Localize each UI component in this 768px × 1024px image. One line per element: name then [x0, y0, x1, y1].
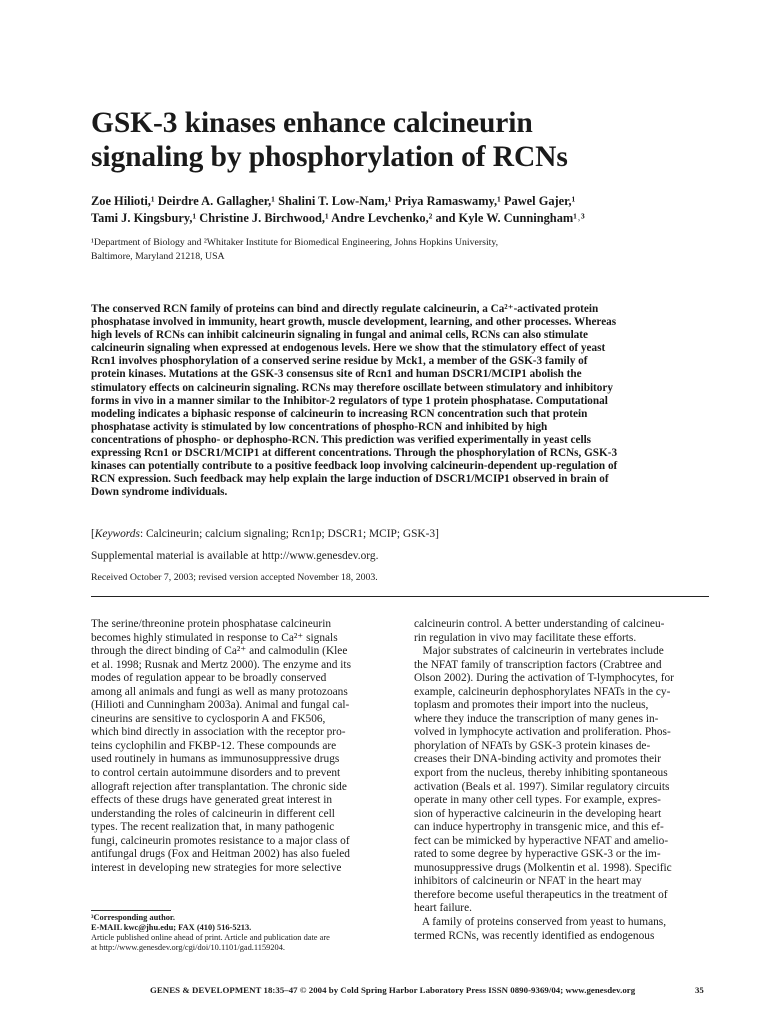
article-note-line: at http://www.genesdev.org/cgi/doi/10.1101/gad.1159204.	[91, 943, 285, 952]
body-line: among all animals and fungi as well as many protozoans	[91, 685, 348, 698]
body-line: Major substrates of calcineurin in vertebrates include	[414, 645, 664, 658]
keywords-label: Keywords	[94, 528, 140, 540]
journal-footer: GENES & DEVELOPMENT 18:35–47 © 2004 by Cold Spring Harbor Laboratory Press ISSN 0890-9369/04; www.genesdev.org	[150, 985, 636, 995]
body-line: antifungal drugs (Fox and Heitman 2002) has also fueled	[91, 848, 350, 861]
body-line: toplasm and promotes their import into the nucleus,	[414, 699, 649, 712]
abstract-line: modeling indicates a biphasic response of calcineurin to increasing RCN concentration such that protein	[91, 407, 588, 420]
body-line: cineurins are sensitive to cyclosporin A and FK506,	[91, 712, 326, 725]
corresponding-author-note: ³Corresponding author.	[91, 913, 175, 922]
body-line: interest in developing new strategies for more selective	[91, 861, 342, 874]
keywords-text: : Calcineurin; calcium signaling; Rcn1p; DSCR1; MCIP; GSK-3]	[139, 528, 439, 540]
body-line: heart failure.	[414, 902, 472, 915]
abstract-line: high levels of RCNs can inhibit calcineurin signaling in fungal and animal cells, RCNs can also stimulate	[91, 329, 588, 342]
body-line: fungi, calcineurin promotes resistance to a major class of	[91, 834, 350, 847]
section-divider	[91, 596, 709, 597]
body-line: termed RCNs, was recently identified as endogenous	[414, 929, 655, 942]
body-line: understanding the roles of calcineurin in different cell	[91, 807, 335, 820]
body-line: modes of regulation appear to be broadly conserved	[91, 672, 327, 685]
body-line: through the direct binding of Ca²⁺ and calmodulin (Klee	[91, 645, 348, 658]
body-line: phorylation of NFATs by GSK-3 protein kinases de-	[414, 739, 651, 752]
body-line: Olson 2002). During the activation of T-lymphocytes, for	[414, 672, 674, 685]
body-column-left	[91, 618, 388, 875]
body-line: operate in many other cell types. For example, expres-	[414, 794, 661, 807]
body-line: therefore become useful therapeutics in the treatment of	[414, 888, 668, 901]
body-line: used routinely in humans as immunosuppressive drugs	[91, 753, 340, 766]
body-line: creases their DNA-binding activity and promotes their	[414, 753, 661, 766]
author-line: Tami J. Kingsbury,¹ Christine J. Birchwood,¹ Andre Levchenko,² and Kyle W. Cunningham¹˒³	[91, 211, 585, 225]
body-column-right	[414, 618, 710, 943]
abstract-line: calcineurin signaling when expressed at endogenous levels. Here we show that the stimulatory effect of yeast	[91, 342, 606, 355]
affiliation-line: ¹Department of Biology and ²Whitaker Institute for Biomedical Engineering, Johns Hopkins University,	[91, 237, 499, 248]
body-line: to control certain autoimmune disorders and to prevent	[91, 767, 341, 780]
footnote-divider	[91, 910, 171, 911]
body-line: which bind directly in association with the receptor pro-	[91, 726, 346, 739]
supplemental-note: Supplemental material is available at http://www.genesdev.org.	[91, 550, 379, 562]
footnote	[91, 913, 391, 953]
body-line: fect can be mimicked by hyperactive NFAT and amelio-	[414, 834, 669, 847]
body-line: munosuppressive drugs (Molkentin et al. 1998). Specific	[414, 861, 672, 874]
body-line: where they induce the transcription of many genes in-	[414, 712, 659, 725]
body-line: allograft rejection after transplantation. The chronic side	[91, 780, 347, 793]
body-line: The serine/threonine protein phosphatase calcineurin	[91, 618, 332, 630]
affiliation-line: Baltimore, Maryland 21218, USA	[91, 251, 225, 262]
received-dates: Received October 7, 2003; revised version accepted November 18, 2003.	[91, 572, 378, 583]
body-line: rin regulation in vivo may facilitate these efforts.	[414, 631, 637, 644]
body-line: calcineurin control. A better understanding of calcineu-	[414, 618, 665, 630]
affiliations	[91, 236, 731, 264]
body-line: et al. 1998; Rusnak and Mertz 2000). The enzyme and its	[91, 658, 352, 671]
page-number: 35	[695, 985, 704, 995]
body-line: can induce hypertrophy in transgenic mice, and this ef-	[414, 821, 664, 834]
abstract-line: stimulatory effects on calcineurin signaling. RCNs may therefore oscillate between stimulatory and inhibitory	[91, 381, 613, 394]
abstract-line: kinases can potentially contribute to a positive feedback loop involving calcineurin-dependent up-regulation of	[91, 460, 618, 473]
body-line: the NFAT family of transcription factors (Crabtree and	[414, 658, 662, 671]
abstract-line: concentrations of phospho- or dephospho-RCN. This prediction was verified experimentally in yeast cells	[91, 433, 592, 446]
keywords	[91, 527, 439, 541]
abstract-line: expressing Rcn1 or DSCR1/MCIP1 at different concentrations. Through the phosphorylation of RCNs, GSK-3	[91, 447, 618, 460]
author-line: Zoe Hilioti,¹ Deirdre A. Gallagher,¹ Shalini T. Low-Nam,¹ Priya Ramaswamy,¹ Pawel Gajer,¹	[91, 194, 576, 208]
body-line: (Hilioti and Cunningham 2003a). Animal and fungal cal-	[91, 699, 350, 712]
body-line: sion of hyperactive calcineurin in the developing heart	[414, 807, 662, 820]
body-line: example, calcineurin dephosphorylates NFATs in the cy-	[414, 685, 671, 698]
body-line: activation (Beals et al. 1997). Similar regulatory circuits	[414, 780, 670, 793]
abstract-line: Rcn1 involves phosphorylation of a conserved serine residue by Mck1, a member of the GSK-3 family of	[91, 355, 588, 368]
body-line: export from the nucleus, thereby inhibiting spontaneous	[414, 767, 668, 780]
abstract-line: protein kinases. Mutations at the GSK-3 consensus site of Rcn1 and human DSCR1/MCIP1 abolish the	[91, 368, 582, 381]
abstract-line: phosphatase activity is stimulated by low concentrations of phospho-RCN and inhibited by high	[91, 420, 548, 433]
abstract	[91, 303, 691, 499]
body-line: A family of proteins conserved from yeast to humans,	[414, 916, 667, 929]
body-line: becomes highly stimulated in response to Ca²⁺ signals	[91, 631, 338, 644]
abstract-line: RCN expression. Such feedback may help explain the large induction of DSCR1/MCIP1 observed in brain of	[91, 473, 609, 486]
body-line: teins cyclophilin and FKBP-12. These compounds are	[91, 739, 337, 752]
body-line: types. The recent realization that, in many pathogenic	[91, 821, 335, 834]
body-line: inhibitors of calcineurin or NFAT in the heart may	[414, 875, 642, 888]
abstract-line: forms in vivo in a manner similar to the Inhibitor-2 regulators of type 1 protein phosphatase. Computational	[91, 394, 608, 407]
author-list	[91, 193, 731, 227]
body-line: effects of these drugs have generated great interest in	[91, 794, 333, 807]
contact-line: E-MAIL kwc@jhu.edu; FAX (410) 516-5213.	[91, 923, 252, 932]
body-line: rated to some degree by hyperactive GSK-3 or the im-	[414, 848, 661, 861]
title-line: GSK-3 kinases enhance calcineurin	[91, 107, 533, 139]
title-line: signaling by phosphorylation of RCNs	[91, 141, 568, 173]
paper-title	[91, 106, 731, 174]
abstract-line: Down syndrome individuals.	[91, 486, 228, 499]
keywords-bracket: [	[91, 528, 95, 540]
abstract-line: phosphatase involved in immunity, heart growth, muscle development, learning, and other processes. Whereas	[91, 316, 617, 329]
article-note-line: Article published online ahead of print. Article and publication date are	[91, 933, 330, 942]
body-line: volved in lymphocyte activation and proliferation. Phos-	[414, 726, 671, 739]
abstract-line: The conserved RCN family of proteins can bind and directly regulate calcineurin, a Ca²⁺-activated protein	[91, 303, 599, 315]
